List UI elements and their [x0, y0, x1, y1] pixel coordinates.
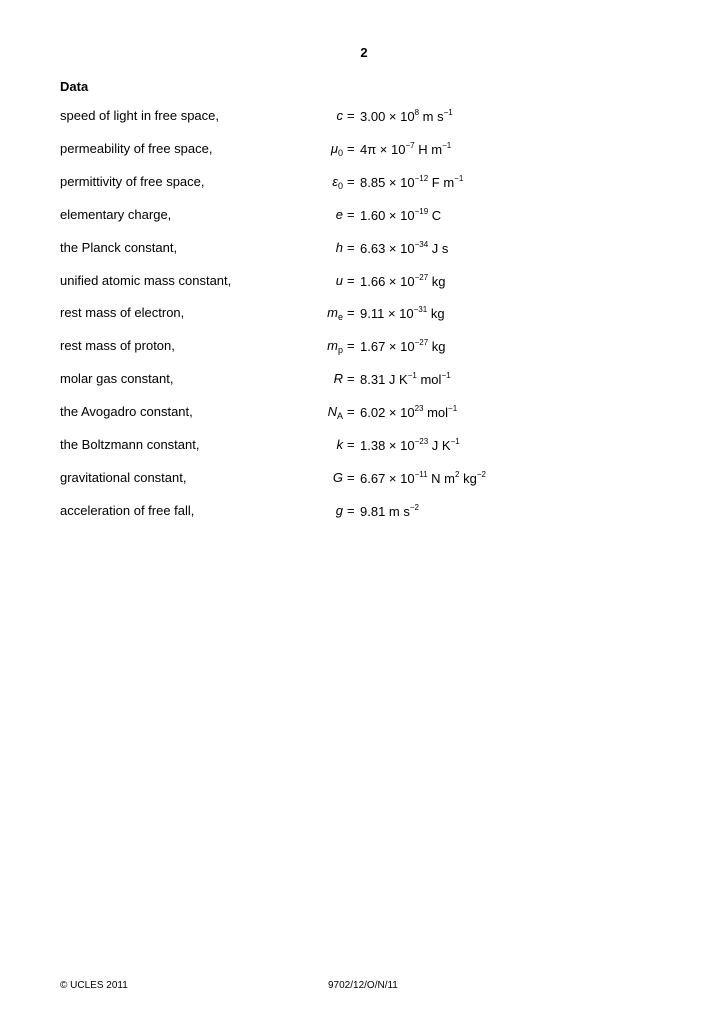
constant-label: gravitational constant, [60, 469, 187, 485]
value-text: 1.60 × 10 [360, 207, 415, 223]
constant-label: molar gas constant, [60, 371, 174, 387]
constant-row [0, 174, 728, 194]
symbol-letter: μ [330, 140, 338, 156]
value-exponent: −1 [443, 108, 453, 117]
value-text: H m [414, 141, 443, 157]
constant-row [0, 338, 728, 358]
symbol-letter: g [335, 502, 343, 518]
constant-label: elementary charge, [60, 206, 172, 222]
constant-row [0, 371, 728, 391]
constant-label: permittivity of free space, [60, 173, 205, 189]
constant-value [360, 503, 419, 519]
value-exponent: −27 [414, 338, 429, 348]
constant-row [0, 404, 728, 424]
value-text: J K [428, 438, 451, 453]
symbol-letter: e [335, 206, 343, 222]
equals-sign: = [347, 338, 355, 354]
value-exponent: −11 [414, 469, 428, 479]
equals-sign: = [347, 108, 355, 123]
equals-sign: = [347, 502, 355, 518]
constant-value [360, 338, 446, 354]
constant-symbol [310, 437, 343, 452]
equals-sign: = [347, 305, 355, 321]
page-number: 2 [360, 45, 368, 60]
value-exponent: −1 [441, 371, 451, 381]
value-exponent: −1 [454, 173, 464, 183]
symbol-subscript: 0 [337, 180, 343, 191]
constant-row [0, 207, 728, 227]
constant-value [360, 108, 453, 124]
constant-value [360, 371, 451, 387]
constant-symbol [310, 108, 343, 123]
symbol-letter: G [332, 469, 343, 485]
symbol-letter: m [327, 305, 338, 321]
value-text: C [428, 207, 442, 223]
value-exponent: −27 [414, 272, 429, 282]
constant-symbol [310, 141, 343, 158]
constant-row [0, 273, 728, 293]
value-exponent: −1 [407, 371, 417, 381]
constant-label: rest mass of electron, [60, 305, 185, 321]
value-text: 8.85 × 10 [360, 174, 415, 190]
symbol-subscript: p [337, 345, 343, 356]
value-exponent: −1 [448, 404, 458, 414]
constant-label: unified atomic mass constant, [60, 272, 232, 288]
value-exponent: −31 [413, 305, 428, 315]
constant-label: the Boltzmann constant, [60, 437, 200, 452]
constant-value [360, 207, 441, 223]
symbol-letter: N [327, 404, 337, 420]
footer-paper-code: 9702/12/O/N/11 [328, 980, 398, 991]
value-text: J s [428, 240, 449, 256]
symbol-letter: m [327, 338, 338, 354]
symbol-letter: u [335, 272, 343, 288]
constant-value [360, 404, 457, 420]
value-text: 4π × 10 [360, 141, 406, 157]
value-exponent: 23 [414, 404, 424, 414]
equals-sign: = [347, 140, 355, 156]
constant-symbol [310, 240, 343, 255]
constant-symbol [310, 371, 343, 386]
equals-sign: = [347, 371, 355, 387]
constant-symbol [310, 207, 343, 222]
value-exponent: −7 [405, 140, 415, 150]
constant-value [360, 305, 445, 321]
constant-row [0, 470, 728, 490]
value-exponent: −34 [414, 239, 429, 249]
equals-sign: = [347, 469, 355, 485]
constant-label: speed of light in free space, [60, 108, 219, 123]
value-exponent: −12 [414, 173, 429, 183]
value-text: 6.02 × 10 [360, 405, 415, 421]
equals-sign: = [347, 404, 355, 420]
footer-copyright: © UCLES 2011 [60, 980, 128, 991]
value-text: mol [423, 405, 449, 421]
value-exponent: 2 [455, 469, 460, 479]
constant-row [0, 437, 728, 457]
value-exponent: 8 [414, 108, 420, 117]
value-text: 1.66 × 10 [360, 273, 415, 289]
constant-label: the Planck constant, [60, 239, 178, 255]
constant-value [360, 273, 446, 289]
symbol-subscript: 0 [337, 147, 343, 158]
equals-sign: = [347, 239, 355, 255]
constant-symbol [310, 338, 343, 355]
value-text: mol [416, 372, 442, 388]
equals-sign: = [347, 206, 355, 222]
constant-symbol [310, 404, 343, 421]
equals-sign: = [347, 437, 355, 452]
value-text: kg [428, 273, 446, 289]
constant-label: rest mass of proton, [60, 338, 175, 354]
constant-label: acceleration of free fall, [60, 502, 195, 518]
value-text: 9.81 m s [360, 503, 410, 519]
constant-value [360, 240, 448, 256]
value-exponent: −1 [450, 437, 460, 446]
value-text: 1.38 × 10 [360, 438, 415, 453]
symbol-subscript: e [337, 312, 343, 323]
value-text: 3.00 × 10 [360, 109, 415, 124]
value-exponent: −2 [476, 469, 486, 479]
constant-row [0, 108, 728, 128]
equals-sign: = [347, 272, 355, 288]
value-text: N m [427, 470, 456, 486]
value-exponent: −19 [414, 206, 429, 216]
constant-value [360, 141, 451, 157]
constant-label: permeability of free space, [60, 140, 213, 156]
constant-value [360, 174, 463, 190]
constant-value [360, 437, 460, 453]
symbol-letter: c [336, 108, 343, 123]
constant-symbol [310, 470, 343, 485]
value-text: kg [428, 339, 446, 355]
symbol-letter: h [335, 239, 343, 255]
value-text: kg [459, 470, 477, 486]
value-exponent: −2 [409, 502, 419, 512]
symbol-letter: ε [332, 173, 338, 189]
data-heading: Data [60, 79, 89, 94]
symbol-letter: R [333, 371, 343, 387]
constant-symbol [310, 174, 343, 191]
constant-symbol [310, 273, 343, 288]
value-exponent: −1 [442, 140, 452, 150]
value-text: 6.63 × 10 [360, 240, 415, 256]
value-exponent: −23 [414, 437, 429, 446]
constant-row [0, 503, 728, 523]
symbol-letter: k [336, 437, 343, 452]
value-text: 1.67 × 10 [360, 339, 415, 355]
value-text: kg [427, 306, 445, 322]
value-text: F m [428, 174, 455, 190]
value-text: 6.67 × 10 [360, 470, 415, 486]
constant-symbol [310, 503, 343, 518]
constant-row [0, 141, 728, 161]
value-text: m s [419, 109, 444, 124]
value-text: 8.31 J K [360, 372, 408, 388]
constant-value [360, 470, 486, 486]
equals-sign: = [347, 173, 355, 189]
constant-row [0, 305, 728, 325]
constant-symbol [310, 305, 343, 322]
constant-label: the Avogadro constant, [60, 404, 193, 420]
value-text: 9.11 × 10 [360, 306, 414, 322]
constant-row [0, 240, 728, 260]
symbol-subscript: A [336, 411, 343, 422]
